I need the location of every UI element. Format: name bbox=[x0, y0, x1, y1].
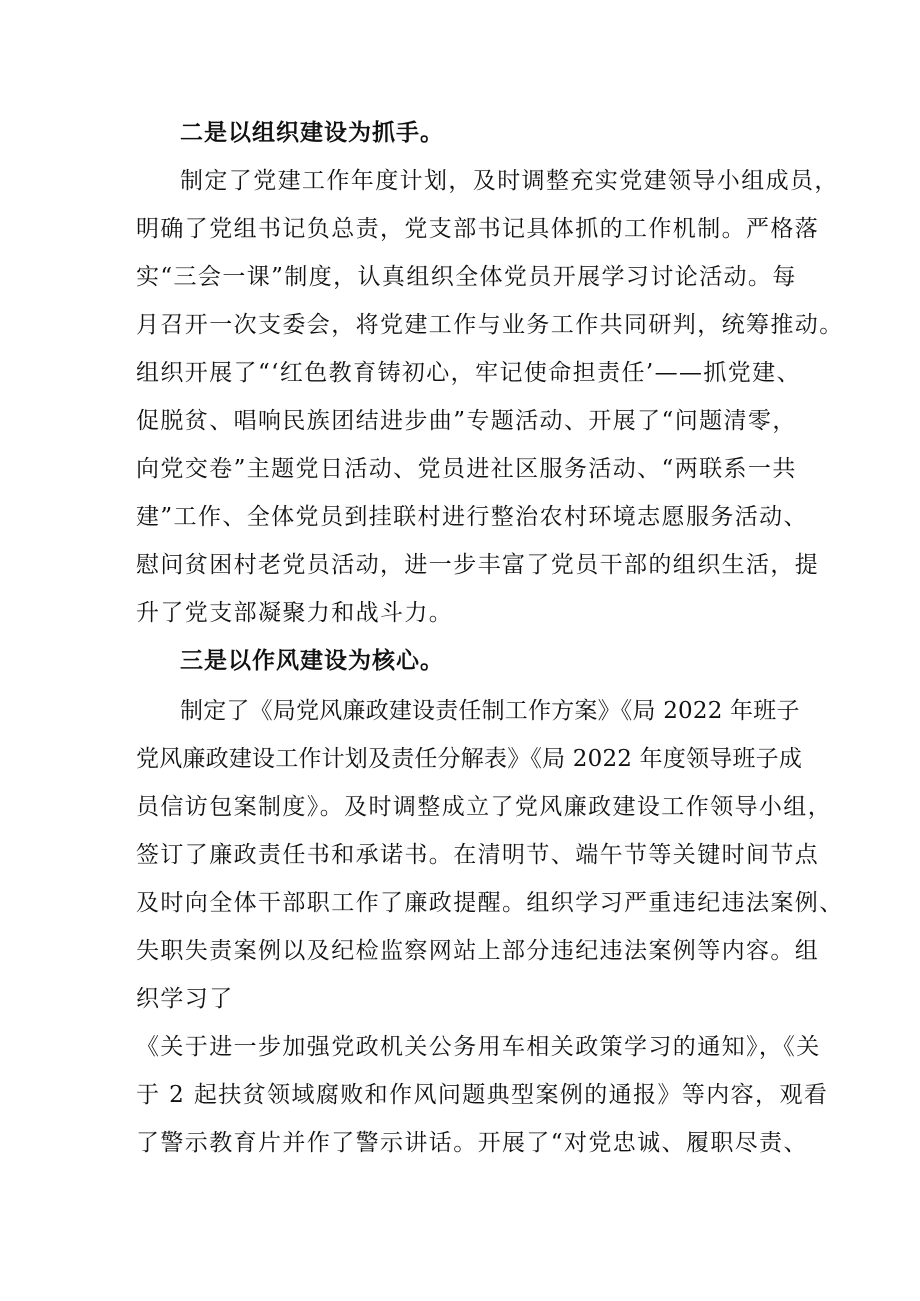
paragraph-line: 制定了《局党风廉政建设责任制工作方案》《局 2022 年班子 bbox=[180, 698, 800, 724]
paragraph-line: 签订了廉政责任书和承诺书。在清明节、端午节等关键时间节点 bbox=[136, 842, 820, 868]
paragraph-line: 慰问贫困村老党员活动，进一步丰富了党员干部的组织生活，提 bbox=[136, 552, 820, 578]
paragraph-line: 实“三会一课”制度，认真组织全体党员开展学习讨论活动。每 bbox=[136, 264, 797, 290]
paragraph-line: 升了党支部凝聚力和战斗力。 bbox=[136, 600, 454, 626]
section-heading-work-style: 三是以作风建设为核心。 bbox=[180, 648, 444, 674]
paragraph-line: 促脱贫、唱响民族团结进步曲”专题活动、开展了“问题清零， bbox=[136, 408, 797, 434]
paragraph-line: 失职失责案例以及纪检监察网站上部分违纪违法案例等内容。组 bbox=[136, 938, 820, 964]
section-heading-organization: 二是以组织建设为抓手。 bbox=[180, 120, 444, 146]
paragraph-line: 建”工作、全体党员到挂联村进行整治农村环境志愿服务活动、 bbox=[136, 504, 808, 530]
paragraph-line: 员信访包案制度》。及时调整成立了党风廉政建设工作领导小组， bbox=[136, 794, 833, 820]
paragraph-line: 了警示教育片并作了警示讲话。开展了“对党忠诚、履职尽责、 bbox=[136, 1130, 808, 1156]
paragraph-line: 织学习了 bbox=[136, 986, 234, 1012]
paragraph-line: 及时向全体干部职工作了廉政提醒。组织学习严重违纪违法案例、 bbox=[136, 890, 844, 916]
paragraph-line: 明确了党组书记负总责，党支部书记具体抓的工作机制。严格落 bbox=[136, 216, 820, 242]
paragraph-line: 组织开展了“‘红色教育铸初心，牢记使命担责任’——抓党建、 bbox=[136, 360, 801, 386]
paragraph-line: 制定了党建工作年度计划，及时调整充实党建领导小组成员， bbox=[180, 168, 839, 194]
paragraph-line: 党风廉政建设工作计划及责任分解表》《局 2022 年度领导班子成 bbox=[136, 746, 803, 772]
paragraph-line: 于 2 起扶贫领域腐败和作风问题典型案例的通报》等内容，观看 bbox=[136, 1082, 829, 1108]
paragraph-line: 月召开一次支委会，将党建工作与业务工作共同研判，统筹推动。 bbox=[136, 312, 844, 338]
paragraph-line: 向党交卷”主题党日活动、党员进社区服务活动、“两联系一共 bbox=[136, 456, 797, 482]
paragraph-line: 《关于进一步加强党政机关公务用车相关政策学习的通知》，《关 bbox=[136, 1034, 821, 1060]
